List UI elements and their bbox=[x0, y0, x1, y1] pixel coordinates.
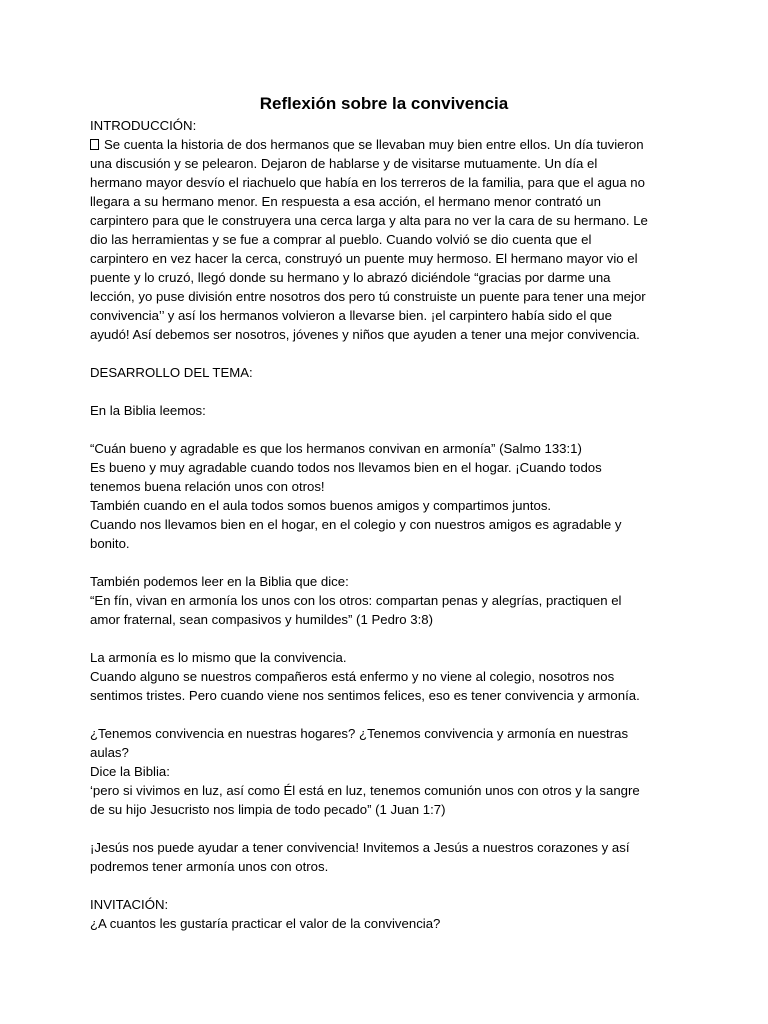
intro-line: ayudó! Así debemos ser nosotros, jóvenes y niños que ayuden a tener una mejor convivencia. bbox=[90, 327, 640, 342]
paragraph-line: de su hijo Jesucristo nos limpia de todo pecado” (1 Juan 1:7) bbox=[90, 802, 446, 817]
missing-glyph-icon bbox=[90, 139, 99, 150]
paragraph-line: Cuando nos llevamos bien en el hogar, en el colegio y con nuestros amigos es agradable y bbox=[90, 517, 622, 532]
invitation-question: ¿A cuantos les gustaría practicar el valor de la convivencia? bbox=[90, 916, 441, 931]
document-title: Reflexión sobre la convivencia bbox=[259, 94, 509, 113]
development-heading: DESARROLLO DEL TEMA: bbox=[90, 365, 253, 380]
paragraph-line: Es bueno y muy agradable cuando todos nos llevamos bien en el hogar. ¡Cuando todos bbox=[90, 460, 602, 475]
paragraph-line: podremos tener armonía unos con otros. bbox=[90, 859, 329, 874]
paragraph-line: ¿Tenemos convivencia en nuestras hogares? ¿Tenemos convivencia y armonía en nuestras bbox=[90, 726, 629, 741]
intro-line: una discusión y se pelearon. Dejaron de hablarse y de visitarse mutuamente. Un día el bbox=[90, 156, 598, 171]
bible-intro: En la Biblia leemos: bbox=[90, 403, 206, 418]
intro-line: carpintero en vez hacer la cerca, construyó un puente muy hermoso. El hermano mayor vio el bbox=[90, 251, 638, 266]
paragraph-line: ¡Jesús nos puede ayudar a tener convivencia! Invitemos a Jesús a nuestros corazones y así bbox=[90, 840, 630, 855]
intro-heading: INTRODUCCIÓN: bbox=[90, 118, 197, 133]
paragraph-john bbox=[90, 724, 682, 819]
paragraph-line: Cuando alguno se nuestros compañeros está enfermo y no viene al colegio, nosotros nos bbox=[90, 669, 615, 684]
development-heading-block bbox=[90, 363, 682, 382]
introduction-section bbox=[90, 116, 682, 344]
paragraph-line: amor fraternal, sean compasivos y humildes” (1 Pedro 3:8) bbox=[90, 612, 434, 627]
paragraph-line: sentimos tristes. Pero cuando viene nos sentimos felices, eso es tener convivencia y armonía. bbox=[90, 688, 640, 703]
intro-line: puente y lo cruzó, llegó donde su hermano y lo abrazó diciéndole “gracias por darme una bbox=[90, 270, 611, 285]
intro-line: hermano mayor desvío el riachuelo que había en los terreros de la familia, para que el agua no bbox=[90, 175, 645, 190]
invitation-section bbox=[90, 895, 682, 933]
intro-line: dio las herramientas y se fue a comprar al pueblo. Cuando volvió se dio cuenta que el bbox=[90, 232, 592, 247]
invitation-heading: INVITACIÓN: bbox=[90, 897, 169, 912]
paragraph-psalm bbox=[90, 439, 682, 553]
intro-line: llegara a su hermano menor. En respuesta a esa acción, el hermano menor contrató un bbox=[90, 194, 601, 209]
paragraph-line: También podemos leer en la Biblia que dice: bbox=[90, 574, 349, 589]
paragraph-harmony bbox=[90, 648, 682, 705]
intro-line: lección, yo puse división entre nosotros dos pero tú construiste un puente para tener una mejor bbox=[90, 289, 646, 304]
paragraph-line: Dice la Biblia: bbox=[90, 764, 170, 779]
document-body bbox=[90, 116, 682, 952]
paragraph-line: La armonía es lo mismo que la convivencia. bbox=[90, 650, 347, 665]
intro-line-text: Se cuenta la historia de dos hermanos que se llevaban muy bien entre ellos. Un día tuvieron bbox=[104, 137, 644, 152]
bible-intro-block bbox=[90, 401, 682, 420]
intro-line: convivencia’’ y así los hermanos volvieron a llevarse bien. ¡el carpintero había sido el que bbox=[90, 308, 612, 323]
paragraph-line: tenemos buena relación unos con otros! bbox=[90, 479, 325, 494]
paragraph-line: “Cuán bueno y agradable es que los hermanos convivan en armonía” (Salmo 133:1) bbox=[90, 441, 582, 456]
paragraph-line: “En fín, vivan en armonía los unos con los otros: compartan penas y alegrías, practiquen el bbox=[90, 593, 622, 608]
paragraph-line: bonito. bbox=[90, 536, 130, 551]
paragraph-line: También cuando en el aula todos somos buenos amigos y compartimos juntos. bbox=[90, 498, 552, 513]
intro-line: carpintero para que le construyera una cerca larga y alta para no ver la cara de su hermano. Le bbox=[90, 213, 648, 228]
paragraph-line: aulas? bbox=[90, 745, 129, 760]
paragraph-peter bbox=[90, 572, 682, 629]
intro-line bbox=[90, 135, 682, 154]
paragraph-jesus bbox=[90, 838, 682, 876]
paragraph-line: ‘pero si vivimos en luz, así como Él está en luz, tenemos comunión unos con otros y la sangre bbox=[90, 783, 640, 798]
